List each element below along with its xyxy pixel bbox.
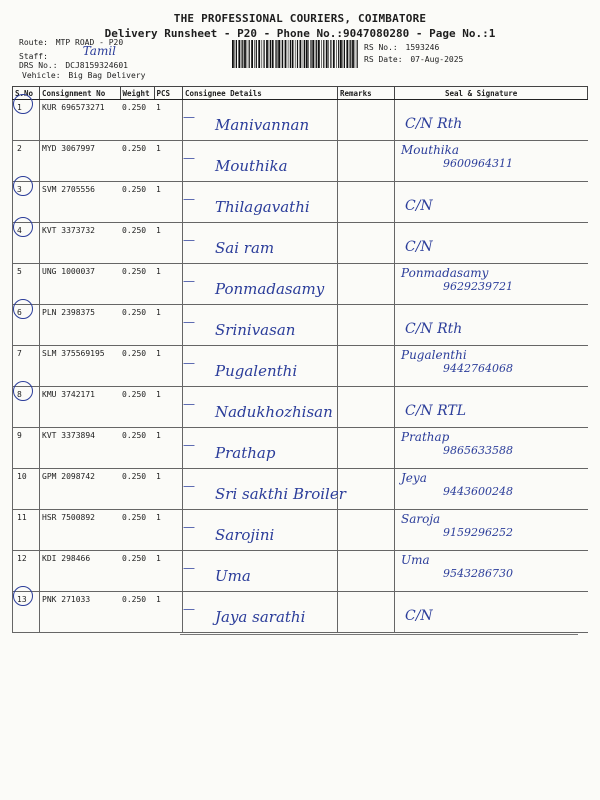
row-consignee-cell <box>183 551 338 592</box>
row-remarks-cell <box>338 551 395 592</box>
seal-phone: 9159296252 <box>443 526 513 539</box>
dash-mark: — <box>183 274 195 288</box>
row-sno-cell <box>13 223 40 264</box>
dash-mark: — <box>183 315 195 329</box>
row-weight: 0.250 <box>122 103 147 112</box>
barcode-bar <box>282 40 283 68</box>
barcode-bar <box>241 40 242 68</box>
col-sno: S.No <box>13 87 40 100</box>
row-remarks-cell <box>338 469 395 510</box>
barcode-bar <box>290 40 291 68</box>
consignee-name: Sai ram <box>215 239 275 257</box>
table-row <box>13 551 588 592</box>
barcode-bar <box>316 40 317 68</box>
circled-mark <box>13 94 33 114</box>
row-pcs: 1 <box>156 472 161 481</box>
drs-value: DCJ8159324601 <box>65 61 128 70</box>
row-sno-cell <box>13 141 40 182</box>
seal-signature: Pugalenthi <box>401 348 467 362</box>
seal-phone: 9443600248 <box>443 485 513 498</box>
barcode-bar <box>321 40 322 68</box>
row-pcs: 1 <box>156 226 161 235</box>
row-pcs: 1 <box>156 103 161 112</box>
barcode-bar <box>306 40 308 68</box>
barcode-bar <box>310 40 311 68</box>
row-pcs-cell <box>154 264 183 305</box>
barcode-bar <box>235 40 236 68</box>
vehicle-value: Big Bag Delivery <box>68 71 146 80</box>
row-weight: 0.250 <box>122 472 147 481</box>
barcode-bar <box>249 40 250 68</box>
barcode-bar <box>236 40 237 68</box>
row-sno-cell <box>13 182 40 223</box>
barcode-bar <box>303 40 304 68</box>
row-consignment: PNK 271033 <box>42 595 91 604</box>
row-remarks-cell <box>338 428 395 469</box>
row-consignee-cell <box>183 592 338 633</box>
row-consignment: KDI 298466 <box>42 554 91 563</box>
barcode-bar <box>238 40 240 68</box>
row-remarks-cell <box>338 223 395 264</box>
row-seal-cell <box>395 346 588 387</box>
row-sno-cell <box>13 387 40 428</box>
row-seal-cell <box>395 592 588 633</box>
row-seal-cell <box>395 223 588 264</box>
consignee-name: Sri sakthi Broiler <box>215 485 346 503</box>
row-remarks-cell <box>338 592 395 633</box>
table-row <box>13 305 588 346</box>
row-pcs-cell <box>154 469 183 510</box>
table-row <box>13 428 588 469</box>
barcode-bar <box>254 40 255 68</box>
rs-date-line <box>364 55 463 64</box>
consignee-name: Prathap <box>215 444 276 462</box>
row-weight: 0.250 <box>122 185 147 194</box>
dash-mark: — <box>183 438 195 452</box>
barcode-bar <box>295 40 296 68</box>
row-seal-cell <box>395 428 588 469</box>
row-consignee-cell <box>183 264 338 305</box>
seal-signature: C/N <box>405 198 433 214</box>
barcode-bar <box>346 40 348 68</box>
row-weight: 0.250 <box>122 144 147 153</box>
row-weight: 0.250 <box>122 390 147 399</box>
barcode <box>232 40 358 68</box>
row-sno: 10 <box>17 472 27 481</box>
row-consignee-cell <box>183 428 338 469</box>
barcode-bar <box>315 40 316 68</box>
barcode-bar <box>357 40 358 68</box>
barcode-bar <box>328 40 329 68</box>
row-sno: 1 <box>17 103 22 112</box>
dash-mark: — <box>183 479 195 493</box>
row-pcs: 1 <box>156 267 161 276</box>
row-seal-cell <box>395 469 588 510</box>
row-consignment-cell <box>40 182 121 223</box>
consignee-name: Thilagavathi <box>215 198 310 216</box>
circled-mark <box>13 381 33 401</box>
table-row <box>13 223 588 264</box>
barcode-bar <box>343 40 344 68</box>
row-consignment-cell <box>40 551 121 592</box>
row-weight-cell <box>120 469 154 510</box>
row-consignment-cell <box>40 223 121 264</box>
consignee-name: Jaya sarathi <box>215 608 306 626</box>
seal-signature: Uma <box>401 553 430 567</box>
circled-mark <box>13 217 33 237</box>
consignee-name: Ponmadasamy <box>215 280 325 298</box>
barcode-bar <box>338 40 339 68</box>
row-consignment: MYD 3067997 <box>42 144 95 153</box>
barcode-bar <box>281 40 282 68</box>
rs-date-value: 07-Aug-2025 <box>410 55 464 64</box>
row-sno-cell <box>13 428 40 469</box>
row-sno-cell <box>13 305 40 346</box>
row-consignment-cell <box>40 469 121 510</box>
row-consignee-cell <box>183 387 338 428</box>
barcode-bar <box>256 40 257 68</box>
barcode-bar <box>318 40 320 68</box>
row-weight: 0.250 <box>122 226 147 235</box>
row-consignment: GPM 2098742 <box>42 472 95 481</box>
barcode-bar <box>326 40 328 68</box>
seal-phone: 9865633588 <box>443 444 513 457</box>
seal-signature: Mouthika <box>401 143 460 157</box>
dash-mark: — <box>183 192 195 206</box>
table-header-row <box>13 87 588 100</box>
row-weight-cell <box>120 100 154 141</box>
barcode-bar <box>232 40 234 68</box>
seal-signature: C/N RTL <box>405 403 467 419</box>
barcode-bar <box>269 40 270 68</box>
row-consignee-cell <box>183 182 338 223</box>
row-sno: 9 <box>17 431 22 440</box>
row-seal-cell <box>395 305 588 346</box>
consignee-name: Uma <box>215 567 251 585</box>
row-consignment: KUR 696573271 <box>42 103 105 112</box>
drs-line <box>19 61 128 70</box>
row-sno: 8 <box>17 390 22 399</box>
row-seal-cell <box>395 387 588 428</box>
row-sno: 12 <box>17 554 27 563</box>
barcode-bar <box>297 40 298 68</box>
barcode-bar <box>258 40 260 68</box>
row-consignment-cell <box>40 305 121 346</box>
table-row <box>13 592 588 633</box>
barcode-bar <box>355 40 356 68</box>
seal-signature: Ponmadasamy <box>401 266 489 280</box>
barcode-bar <box>272 40 274 68</box>
table-row <box>13 264 588 305</box>
row-remarks-cell <box>338 305 395 346</box>
row-remarks-cell <box>338 182 395 223</box>
seal-signature: C/N <box>405 239 433 255</box>
col-seal: Seal & Signature <box>395 87 588 100</box>
row-pcs: 1 <box>156 349 161 358</box>
barcode-bar <box>285 40 287 68</box>
row-consignment: PLN 2398375 <box>42 308 95 317</box>
row-weight-cell <box>120 428 154 469</box>
row-weight-cell <box>120 551 154 592</box>
row-weight-cell <box>120 141 154 182</box>
row-consignment-cell <box>40 387 121 428</box>
table-row <box>13 387 588 428</box>
barcode-bar <box>264 40 265 68</box>
table-bottom-line <box>180 634 578 635</box>
runsheet-table <box>12 86 588 633</box>
barcode-bar <box>292 40 294 68</box>
consignee-name: Nadukhozhisan <box>215 403 333 421</box>
table-row <box>13 141 588 182</box>
row-consignment: UNG 1000037 <box>42 267 95 276</box>
rs-no-label: RS No.: <box>364 43 398 52</box>
barcode-bar <box>276 40 277 68</box>
staff-handwritten: Tamil <box>82 44 117 58</box>
row-pcs: 1 <box>156 554 161 563</box>
vehicle-label: Vehicle: <box>22 71 61 80</box>
staff-label: Staff: <box>19 52 48 61</box>
row-seal-cell <box>395 510 588 551</box>
row-weight-cell <box>120 223 154 264</box>
row-pcs: 1 <box>156 513 161 522</box>
row-pcs: 1 <box>156 308 161 317</box>
seal-signature: Prathap <box>401 430 450 444</box>
table-row <box>13 182 588 223</box>
row-pcs-cell <box>154 428 183 469</box>
row-sno-cell <box>13 592 40 633</box>
row-sno: 3 <box>17 185 22 194</box>
drs-label: DRS No.: <box>19 61 58 70</box>
row-pcs-cell <box>154 592 183 633</box>
barcode-bar <box>300 40 302 68</box>
row-pcs-cell <box>154 141 183 182</box>
seal-signature: C/N Rth <box>405 321 463 337</box>
row-consignee-cell <box>183 100 338 141</box>
row-sno-cell <box>13 100 40 141</box>
seal-signature: Saroja <box>401 512 441 526</box>
row-weight-cell <box>120 592 154 633</box>
table-row <box>13 100 588 141</box>
row-consignment: HSR 7500892 <box>42 513 95 522</box>
row-weight: 0.250 <box>122 308 147 317</box>
barcode-bar <box>270 40 271 68</box>
row-remarks-cell <box>338 141 395 182</box>
barcode-bar <box>336 40 337 68</box>
barcode-bar <box>344 40 345 68</box>
seal-signature: C/N <box>405 608 433 624</box>
row-weight-cell <box>120 264 154 305</box>
barcode-bar <box>330 40 331 68</box>
barcode-bar <box>312 40 314 68</box>
consignee-name: Sarojini <box>215 526 275 544</box>
row-weight: 0.250 <box>122 513 147 522</box>
seal-phone: 9629239721 <box>443 280 513 293</box>
col-pcs: PCS <box>154 87 183 100</box>
row-consignment: SLM 375569195 <box>42 349 105 358</box>
vehicle-line <box>22 71 145 80</box>
row-consignee-cell <box>183 469 346 510</box>
row-weight: 0.250 <box>122 554 147 563</box>
row-weight: 0.250 <box>122 349 147 358</box>
row-consignment: KVT 3373732 <box>42 226 95 235</box>
row-sno: 7 <box>17 349 22 358</box>
barcode-bar <box>288 40 289 68</box>
dash-mark: — <box>183 520 195 534</box>
dash-mark: — <box>183 602 195 616</box>
row-pcs: 1 <box>156 431 161 440</box>
row-pcs: 1 <box>156 144 161 153</box>
row-sno: 5 <box>17 267 22 276</box>
row-pcs: 1 <box>156 595 161 604</box>
row-consignment-cell <box>40 264 121 305</box>
row-pcs: 1 <box>156 185 161 194</box>
row-sno: 6 <box>17 308 22 317</box>
row-sno: 2 <box>17 144 22 153</box>
row-sno: 13 <box>17 595 27 604</box>
row-sno-cell <box>13 551 40 592</box>
row-sno: 11 <box>17 513 27 522</box>
barcode-bar <box>350 40 351 68</box>
runsheet-title: Delivery Runsheet - P20 - Phone No.:9047080280 - Page No.:1 <box>104 27 496 40</box>
row-remarks-cell <box>338 346 395 387</box>
row-sno-cell <box>13 264 40 305</box>
col-consignment: Consignment No <box>40 87 121 100</box>
col-weight: Weight <box>120 87 154 100</box>
seal-phone: 9442764068 <box>443 362 513 375</box>
route-value: MTP ROAD - P20 <box>55 38 124 47</box>
row-consignment-cell <box>40 592 121 633</box>
seal-phone: 9543286730 <box>443 567 513 580</box>
dash-mark: — <box>183 110 195 124</box>
barcode-bar <box>278 40 280 68</box>
seal-signature: Jeya <box>401 471 427 485</box>
rs-no-value: 1593246 <box>405 43 440 52</box>
row-weight-cell <box>120 510 154 551</box>
row-sno-cell <box>13 469 40 510</box>
row-remarks-cell <box>338 387 395 428</box>
row-pcs-cell <box>154 551 183 592</box>
row-remarks-cell <box>338 100 395 141</box>
row-consignment: SVM 2705556 <box>42 185 95 194</box>
barcode-bar <box>244 40 246 68</box>
table-row <box>13 469 588 510</box>
circled-mark <box>13 176 33 196</box>
barcode-bar <box>340 40 342 68</box>
row-pcs-cell <box>154 223 183 264</box>
col-remarks: Remarks <box>338 87 395 100</box>
barcode-bar <box>333 40 335 68</box>
barcode-bar <box>266 40 268 68</box>
barcode-bar <box>275 40 276 68</box>
row-pcs-cell <box>154 346 183 387</box>
row-consignee-cell <box>183 223 338 264</box>
circled-mark <box>13 586 33 606</box>
row-pcs-cell <box>154 100 183 141</box>
consignee-name: Mouthika <box>215 157 288 175</box>
dash-mark: — <box>183 356 195 370</box>
row-pcs-cell <box>154 182 183 223</box>
row-pcs-cell <box>154 387 183 428</box>
barcode-bar <box>247 40 248 68</box>
row-consignee-cell <box>183 510 338 551</box>
row-seal-cell <box>395 141 588 182</box>
barcode-bar <box>308 40 309 68</box>
table-row <box>13 510 588 551</box>
row-weight-cell <box>120 305 154 346</box>
row-remarks-cell <box>338 510 395 551</box>
rs-no-line <box>364 43 439 52</box>
barcode-bar <box>251 40 253 68</box>
row-consignment: KVT 3373894 <box>42 431 95 440</box>
row-sno-cell <box>13 346 40 387</box>
row-weight-cell <box>120 346 154 387</box>
consignee-name: Pugalenthi <box>215 362 298 380</box>
barcode-bar <box>349 40 350 68</box>
row-sno: 4 <box>17 226 22 235</box>
row-weight: 0.250 <box>122 595 147 604</box>
row-seal-cell <box>395 100 588 141</box>
row-seal-cell <box>395 551 588 592</box>
barcode-bar <box>323 40 324 68</box>
circled-mark <box>13 299 33 319</box>
barcode-bar <box>262 40 263 68</box>
row-consignment-cell <box>40 510 121 551</box>
barcode-bar <box>352 40 354 68</box>
barcode-bar <box>242 40 243 68</box>
row-pcs: 1 <box>156 390 161 399</box>
route-label: Route: <box>19 38 48 47</box>
barcode-bar <box>304 40 305 68</box>
table-row <box>13 346 588 387</box>
consignee-name: Manivannan <box>215 116 310 134</box>
row-seal-cell <box>395 264 588 305</box>
staff-line <box>19 44 117 62</box>
col-consignee: Consignee Details <box>183 87 338 100</box>
consignee-name: Srinivasan <box>215 321 296 339</box>
dash-mark: — <box>183 397 195 411</box>
row-consignment-cell <box>40 428 121 469</box>
row-consignee-cell <box>183 346 338 387</box>
dash-mark: — <box>183 151 195 165</box>
row-weight: 0.250 <box>122 431 147 440</box>
row-remarks-cell <box>338 264 395 305</box>
row-consignment-cell <box>40 100 121 141</box>
seal-phone: 9600964311 <box>443 157 513 170</box>
row-consignee-cell <box>183 305 338 346</box>
row-weight-cell <box>120 387 154 428</box>
row-pcs-cell <box>154 305 183 346</box>
rs-date-label: RS Date: <box>364 55 403 64</box>
row-weight: 0.250 <box>122 267 147 276</box>
row-consignment-cell <box>40 141 121 182</box>
row-consignment: KMU 3742171 <box>42 390 95 399</box>
seal-signature: C/N Rth <box>405 116 463 132</box>
row-consignment-cell <box>40 346 121 387</box>
dash-mark: — <box>183 233 195 247</box>
row-seal-cell <box>395 182 588 223</box>
dash-mark: — <box>183 561 195 575</box>
row-pcs-cell <box>154 510 183 551</box>
company-title: THE PROFESSIONAL COURIERS, COIMBATORE <box>173 12 427 25</box>
row-weight-cell <box>120 182 154 223</box>
row-sno-cell <box>13 510 40 551</box>
row-consignee-cell <box>183 141 338 182</box>
